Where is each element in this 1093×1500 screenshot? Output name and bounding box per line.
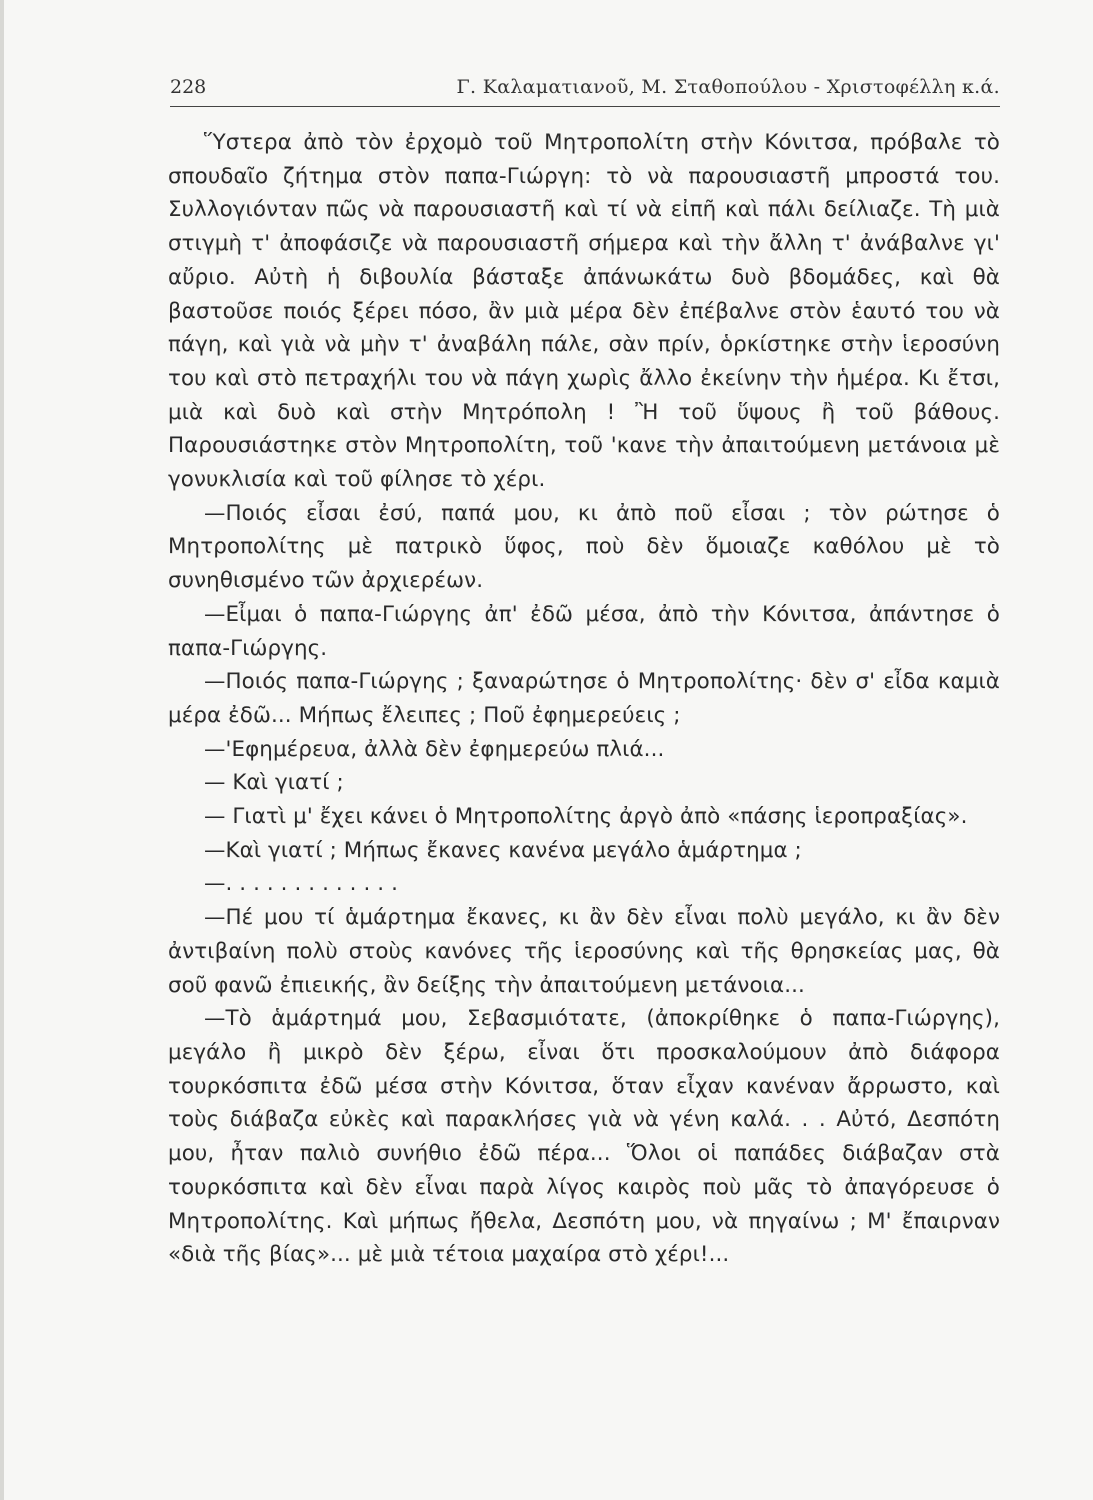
paragraph: —Καὶ γιατί ; Μήπως ἔκανες κανένα μεγάλο ἁμάρτημα ; — [204, 837, 802, 863]
paragraph: —Εἶμαι ὁ παπα-Γιώργης ἀπ' ἐδῶ μέσα, ἀπὸ τὴν Κόνιτσα, ἀπάντησε ὁ παπα-Γιώργης. — [168, 601, 1000, 661]
paragraph: —'Εφημέρευα, ἀλλὰ δὲν ἐφημερεύω πλιά... — [204, 736, 665, 762]
paragraph: — Γιατὶ μ' ἔχει κάνει ὁ Μητροπολίτης ἀργὸ ἀπὸ «πάσης ἱεροπραξίας». — [204, 804, 968, 830]
running-head: Γ. Καλαματιανοῦ, Μ. Σταθοπούλου - Χριστοφέλλη κ.ά. — [456, 76, 1000, 98]
paragraph: —Ποιός παπα-Γιώργης ; ξαναρώτησε ὁ Μητροπολίτης· δὲν σ' εἶδα καμιὰ μέρα ἐδῶ... Μήπως ἔλειπες ; Ποῦ ἐφημερεύεις ; — [168, 669, 1000, 728]
page-number: 228 — [170, 76, 207, 98]
paragraph: —Πέ μου τί ἁμάρτημα ἔκανες, κι ἂν δὲν εἶναι πολὺ μεγάλο, κι ἂν δὲν ἀντιβαίνη πολὺ στοὺς κανόνες τῆς ἱεροσύνης καὶ τῆς θρησκείας μας, θὰ σοῦ φανῶ ἐπιεικής, ἂν δείξης τὴν ἀπαιτούμενη μετάνοια... — [168, 905, 1000, 998]
paragraph: —Ποιός εἶσαι ἐσύ, παπά μου, κι ἀπὸ ποῦ εἶσαι ; τὸν ρώτησε ὁ Μητροπολίτης μὲ πατρικὸ ὕφος, ποὺ δὲν ὅμοιαζε καθόλου μὲ τὸ συνηθισμένο τῶν ἀρχιερέων. — [168, 500, 1000, 594]
paragraph: — Καὶ γιατί ; — [204, 770, 344, 796]
page-edge — [0, 0, 4, 1500]
paragraph: —. . . . . . . . . . . . . — [204, 871, 398, 897]
header-rule — [170, 106, 1000, 107]
page-header — [170, 72, 1000, 102]
paragraph: —Τὸ ἁμάρτημά μου, Σεβασμιότατε, (ἀποκρίθηκε ὁ παπα-Γιώργης), μεγάλο ἢ μικρὸ δὲν ξέρω, εἶναι ὅτι προσκαλούμουν ἀπὸ διάφορα τουρκόσπιτα ἐδῶ μέσα στὴν Κόνιτσα, ὅταν εἶχαν κανέναν ἄρρωστο, καὶ τοὺς διάβαζα εὐκὲς καὶ παρακλήσες γιὰ νὰ γένη καλά. . . Αὐτό, Δεσπότη μου, ἦταν παλιὸ συνήθιο ἐδῶ πέρα... Ὅλοι οἱ παπάδες διάβαζαν στὰ τουρκόσπιτα καὶ δὲν εἶναι παρὰ λίγος καιρὸς ποὺ μᾶς τὸ ἀπαγόρευσε ὁ Μητροπολίτης. Καὶ μήπως ἤθελα, Δεσπότη μου, νὰ πηγαίνω ; Μ' ἔπαιρναν «διὰ τῆς βίας»... μὲ μιὰ τέτοια μαχαίρα στὸ χέρι!... — [168, 1006, 1000, 1268]
paragraph: Ὕστερα ἀπὸ τὸν ἐρχομὸ τοῦ Μητροπολίτη στὴν Κόνιτσα, πρόβαλε τὸ σπουδαῖο ζήτημα στὸν παπα-Γιώργη: τὸ νὰ παρουσιαστῆ μπροστά του. Συλλογιόνταν πῶς νὰ παρουσιαστῆ καὶ τί νὰ εἰπῆ καὶ πάλι δείλιαζε. Τὴ μιὰ στιγμὴ τ' ἀποφάσιζε νὰ παρουσιαστῆ σήμερα καὶ τὴν ἄλλη τ' ἀνάβαλνε γι' αὔριο. Αὐτὴ ἡ διβουλία βάσταξε ἀπάνωκάτω δυὸ βδομάδες, καὶ θὰ βαστοῦσε ποιός ξέρει πόσο, ἂν μιὰ μέρα δὲν ἐπέβαλνε στὸν ἑαυτό του νὰ πάγη, καὶ γιὰ νὰ μὴν τ' ἀναβάλη πάλε, σὰν πρίν, ὁρκίστηκε στὴν ἱεροσύνη του καὶ στὸ πετραχήλι του νὰ πάγη χωρὶς ἄλλο ἐκείνην τὴν ἡμέρα. Κι ἔτσι, μιὰ καὶ δυὸ καὶ στὴν Μητρόπολη ! Ἢ τοῦ ὕψους ἢ τοῦ βάθους. Παρουσιάστηκε στὸν Μητροπολίτη, τοῦ 'κανε τὴν ἀπαιτούμενη μετάνοια μὲ γονυκλισία καὶ τοῦ φίλησε τὸ χέρι. — [168, 130, 1000, 493]
body-text — [168, 126, 1000, 1272]
